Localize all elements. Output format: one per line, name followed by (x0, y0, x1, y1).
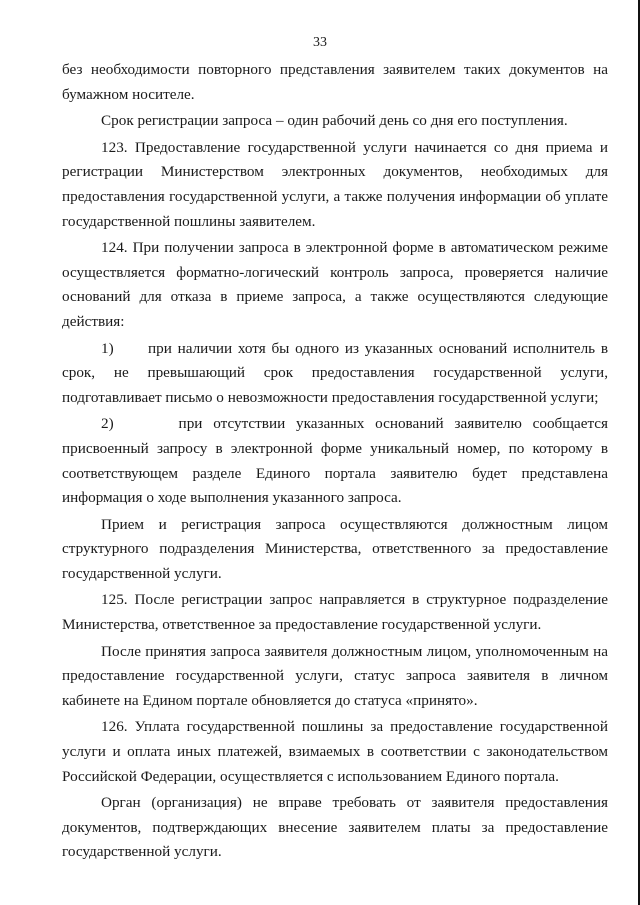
list-item-1: 1) при наличии хотя бы одного из указанных оснований исполнитель в срок, не превышающий срок предоставления государственной услуги, подготавливает письмо о невозможности предоставления государственной услуги; (62, 339, 608, 406)
paragraph-125: 125. После регистрации запрос направляется в структурное подразделение Министерства, ответственное за предоставление государственной услуги. (62, 591, 608, 634)
paragraph-126: 126. Уплата государственной пошлины за предоставление государственной услуги и оплата иных платежей, взимаемых в соответствии с законодательством Российской Федерации, осуществляется с использованием Единого портала. (62, 718, 608, 785)
list-item-2: 2) при отсутствии указанных оснований заявителю сообщается присвоенный запросу в электронной форме уникальный номер, по которому в соответствующем разделе Единого портала заявителю будет представлена информация о ходе выполнения указанного запроса. (62, 415, 608, 507)
paragraph-no-proof-required: Орган (организация) не вправе требовать от заявителя предоставления документов, подтверждающих внесение заявителем платы за предоставление государственной услуги. (62, 794, 608, 861)
paragraph-registration-term: Срок регистрации запроса – один рабочий день со дня его поступления. (101, 112, 568, 130)
paragraph-124: 124. При получении запроса в электронной форме в автоматическом режиме осуществляется форматно-логический контроль запроса, проверяется наличие оснований для отказа в приеме запроса, а также осуществляются следующие действия: (62, 239, 608, 330)
page-number: 33 (313, 35, 327, 50)
paragraph-reception: Прием и регистрация запроса осуществляются должностным лицом структурного подразделения Министерства, ответственного за предоставление государственной услуги. (62, 515, 608, 582)
paragraph-123: 123. Предоставление государственной услуги начинается со дня приема и регистрации Министерством электронных документов, необходимых для предоставления государственной услуги, а также получения информации об уплате государственной пошлины заявителем. (62, 138, 608, 230)
paragraph-status-update: После принятия запроса заявителя должностным лицом, уполномоченным на предоставление государственной услуги, статус запроса заявителя в личном кабинете на Едином портале обновляется до статуса «принято». (62, 642, 608, 709)
document-body (62, 58, 608, 865)
paragraph-continuation: без необходимости повторного представления заявителем таких документов на бумажном носителе. (62, 61, 608, 103)
